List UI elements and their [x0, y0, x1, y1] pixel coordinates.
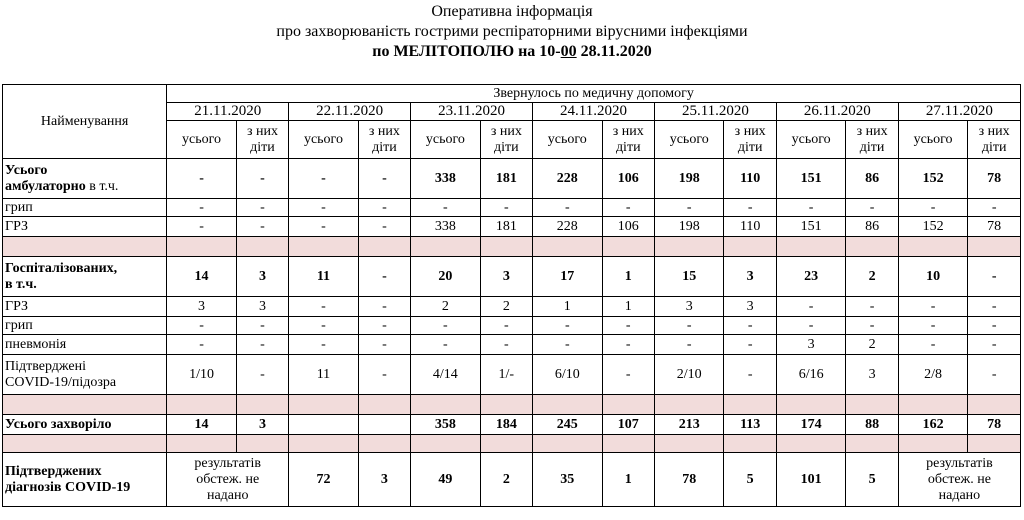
subheader-children-line1: з них — [856, 123, 888, 139]
value-cell: - — [724, 317, 776, 335]
separator-cell — [167, 237, 237, 257]
value-cell: 2/10 — [654, 355, 724, 395]
value-cell: 20 — [411, 257, 481, 297]
value-cell: - — [480, 199, 532, 217]
separator-cell — [533, 395, 603, 415]
subheader-children — [846, 121, 898, 159]
value-cell: - — [898, 335, 968, 355]
separator-cell — [776, 395, 846, 415]
value-cell: - — [654, 199, 724, 217]
row-label-grz: ГРЗ — [3, 297, 167, 317]
value-cell: 5 — [846, 453, 898, 507]
value-cell: 106 — [602, 217, 654, 237]
report-title-line1: Оперативна інформація — [431, 3, 593, 20]
value-cell: - — [167, 317, 237, 335]
value-cell: - — [167, 199, 237, 217]
separator-cell — [654, 435, 724, 453]
table-row-pneumonia — [3, 335, 1021, 355]
label-line1: Підтверджених — [5, 463, 102, 479]
separator-cell — [289, 237, 359, 257]
separator-cell — [3, 237, 167, 257]
subheader-total: усього — [776, 121, 846, 159]
value-cell: - — [602, 335, 654, 355]
label-line1: Усього — [5, 162, 48, 178]
value-cell: 1 — [533, 297, 603, 317]
date-header: 21.11.2020 — [167, 103, 289, 121]
value-cell: 86 — [846, 159, 898, 199]
separator-cell — [898, 395, 968, 415]
np-line2: обстеж. не — [196, 471, 260, 487]
value-cell: 152 — [898, 159, 968, 199]
value-cell: 88 — [846, 415, 898, 435]
value-cell: - — [533, 199, 603, 217]
value-cell: - — [968, 335, 1021, 355]
value-cell: 2 — [411, 297, 481, 317]
value-cell: 101 — [776, 453, 846, 507]
value-cell: - — [602, 355, 654, 395]
value-cell: 86 — [846, 217, 898, 237]
value-cell: - — [358, 159, 410, 199]
separator-cell — [602, 435, 654, 453]
separator-cell — [968, 435, 1021, 453]
separator-cell — [724, 435, 776, 453]
value-cell: - — [236, 159, 288, 199]
value-cell: 3 — [654, 297, 724, 317]
value-cell: - — [846, 199, 898, 217]
value-cell: - — [411, 335, 481, 355]
value-cell: - — [289, 335, 359, 355]
value-cell: - — [968, 257, 1021, 297]
value-cell: 78 — [968, 159, 1021, 199]
np-line2: обстеж. не — [927, 471, 991, 487]
separator-cell — [724, 395, 776, 415]
value-cell: 78 — [968, 415, 1021, 435]
separator-cell — [289, 395, 359, 415]
value-cell: 17 — [533, 257, 603, 297]
value-cell — [289, 415, 359, 435]
value-cell: 106 — [602, 159, 654, 199]
value-cell: 4/14 — [411, 355, 481, 395]
label-line2-rest: в т.ч. — [85, 178, 119, 194]
value-cell: - — [776, 317, 846, 335]
subheader-children — [602, 121, 654, 159]
separator-cell — [968, 237, 1021, 257]
date-header: 24.11.2020 — [533, 103, 655, 121]
separator-cell — [289, 435, 359, 453]
value-cell: 1 — [602, 297, 654, 317]
value-cell: 338 — [411, 159, 481, 199]
separator-cell — [480, 435, 532, 453]
value-cell: 3 — [358, 453, 410, 507]
subheader-children-line1: з них — [978, 123, 1010, 139]
morbidity-table — [2, 84, 1021, 507]
row-label-total-sick: Усього захворіло — [3, 415, 167, 435]
subheader-children — [724, 121, 776, 159]
value-cell: 49 — [411, 453, 481, 507]
value-cell: 6/10 — [533, 355, 603, 395]
value-cell: 3 — [776, 335, 846, 355]
value-cell: 162 — [898, 415, 968, 435]
value-cell: - — [289, 297, 359, 317]
date-header: 27.11.2020 — [898, 103, 1020, 121]
separator-cell — [776, 435, 846, 453]
name-column-header: Найменування — [3, 85, 167, 159]
value-cell: 113 — [724, 415, 776, 435]
row-label-flu: грип — [3, 317, 167, 335]
separator-cell — [898, 435, 968, 453]
subheader-children-line1: з них — [612, 123, 644, 139]
value-cell: 198 — [654, 217, 724, 237]
value-cell: - — [411, 199, 481, 217]
label-line2: COVID-19/підозра — [5, 374, 117, 390]
title-date: 28.11.2020 — [576, 43, 652, 60]
row-label-flu: грип — [3, 199, 167, 217]
value-cell: - — [533, 317, 603, 335]
separator-cell — [480, 237, 532, 257]
value-cell: - — [776, 199, 846, 217]
value-cell: - — [236, 355, 288, 395]
row-label-confirmed-covid — [3, 453, 167, 507]
value-cell: 110 — [724, 217, 776, 237]
label-line1: Госпіталізованих, — [5, 260, 118, 276]
subheader-children-line1: з них — [368, 123, 400, 139]
table-row-covid — [3, 355, 1021, 395]
value-cell: 181 — [480, 217, 532, 237]
value-cell: 3 — [846, 355, 898, 395]
subheader-total: усього — [167, 121, 237, 159]
separator-cell — [480, 395, 532, 415]
value-cell: 2 — [846, 335, 898, 355]
separator-row — [3, 237, 1021, 257]
np-line1: результатів — [926, 455, 993, 471]
value-cell: 110 — [724, 159, 776, 199]
value-cell: - — [968, 199, 1021, 217]
report-title-line3 — [0, 42, 1024, 62]
separator-cell — [968, 395, 1021, 415]
value-cell: 14 — [167, 415, 237, 435]
value-cell: 15 — [654, 257, 724, 297]
separator-cell — [358, 435, 410, 453]
value-cell: 338 — [411, 217, 481, 237]
row-label-hospitalized — [3, 257, 167, 297]
value-cell: 3 — [236, 297, 288, 317]
value-cell: 213 — [654, 415, 724, 435]
label-line2: амбулаторно — [5, 178, 86, 194]
value-cell: 184 — [480, 415, 532, 435]
value-cell: 3 — [167, 297, 237, 317]
label-line2: діагнозів COVID-19 — [5, 479, 131, 495]
value-cell: - — [358, 199, 410, 217]
value-cell: 78 — [968, 217, 1021, 237]
value-cell: - — [358, 335, 410, 355]
date-header: 26.11.2020 — [776, 103, 898, 121]
value-cell: - — [724, 355, 776, 395]
separator-cell — [654, 395, 724, 415]
value-cell: - — [776, 297, 846, 317]
value-cell: 228 — [533, 217, 603, 237]
value-cell: - — [358, 355, 410, 395]
subheader-children-line2: діти — [859, 139, 885, 155]
separator-cell — [236, 237, 288, 257]
separator-cell — [846, 435, 898, 453]
value-cell: 3 — [236, 257, 288, 297]
group-header: Звернулось по медичну допомогу — [167, 85, 1021, 103]
value-cell: - — [358, 257, 410, 297]
value-cell: - — [167, 217, 237, 237]
value-cell: - — [358, 297, 410, 317]
value-cell: - — [289, 159, 359, 199]
subheader-total: усього — [533, 121, 603, 159]
row-label-covid — [3, 355, 167, 395]
value-cell: 174 — [776, 415, 846, 435]
value-cell: - — [968, 297, 1021, 317]
value-cell: - — [289, 317, 359, 335]
table-row-flu — [3, 199, 1021, 217]
separator-cell — [236, 395, 288, 415]
value-cell: 35 — [533, 453, 603, 507]
separator-cell — [411, 435, 481, 453]
value-cell: - — [480, 335, 532, 355]
table-row-confirmed-covid — [3, 453, 1021, 507]
value-cell: 2 — [480, 297, 532, 317]
table-row-grz — [3, 297, 1021, 317]
value-cell: - — [236, 335, 288, 355]
value-cell: 228 — [533, 159, 603, 199]
separator-cell — [358, 395, 410, 415]
not-provided-cell — [898, 453, 1020, 507]
value-cell: 72 — [289, 453, 359, 507]
value-cell: 3 — [724, 297, 776, 317]
value-cell: - — [968, 355, 1021, 395]
value-cell: - — [846, 297, 898, 317]
date-header: 23.11.2020 — [411, 103, 533, 121]
np-line3: надано — [938, 487, 981, 503]
value-cell: - — [724, 199, 776, 217]
value-cell: - — [602, 199, 654, 217]
value-cell: - — [167, 335, 237, 355]
separator-cell — [654, 237, 724, 257]
value-cell: - — [898, 199, 968, 217]
table-row-grz — [3, 217, 1021, 237]
separator-cell — [236, 435, 288, 453]
subheader-children-line2: діти — [615, 139, 641, 155]
value-cell: - — [898, 297, 968, 317]
separator-cell — [3, 435, 167, 453]
value-cell: 1 — [602, 453, 654, 507]
value-cell: 3 — [480, 257, 532, 297]
value-cell: - — [480, 317, 532, 335]
separator-cell — [846, 237, 898, 257]
subheader-children-line1: з них — [246, 123, 278, 139]
value-cell: 1/10 — [167, 355, 237, 395]
title-underlined-time: 00 — [560, 43, 577, 60]
subheader-children-line2: діти — [372, 139, 397, 155]
subheader-children — [236, 121, 288, 159]
value-cell: 5 — [724, 453, 776, 507]
separator-cell — [776, 237, 846, 257]
subheader-children-line2: діти — [737, 139, 763, 155]
subheader-total: усього — [654, 121, 724, 159]
subheader-children-line2: діти — [250, 139, 275, 155]
not-provided-cell — [167, 453, 289, 507]
value-cell: 11 — [289, 257, 359, 297]
subheader-children — [480, 121, 532, 159]
table-row-total-sick — [3, 415, 1021, 435]
subheader-children-line2: діти — [494, 139, 519, 155]
value-cell: 151 — [776, 159, 846, 199]
value-cell: 78 — [654, 453, 724, 507]
subheader-total: усього — [289, 121, 359, 159]
value-cell: 2/8 — [898, 355, 968, 395]
subheader-total: усього — [898, 121, 968, 159]
separator-row — [3, 395, 1021, 415]
label-line2: в т.ч. — [5, 276, 37, 292]
row-label-grz: ГРЗ — [3, 217, 167, 237]
title-prefix: по МЕЛІТОПОЛЮ на 10- — [372, 43, 561, 60]
separator-cell — [898, 237, 968, 257]
value-cell: 152 — [898, 217, 968, 237]
value-cell: - — [968, 317, 1021, 335]
subheader-children-line2: діти — [981, 139, 1007, 155]
subheader-children-line1: з них — [490, 123, 522, 139]
value-cell: - — [533, 335, 603, 355]
value-cell: 10 — [898, 257, 968, 297]
value-cell: - — [654, 335, 724, 355]
value-cell: 151 — [776, 217, 846, 237]
date-header: 22.11.2020 — [289, 103, 411, 121]
table-row-flu — [3, 317, 1021, 335]
np-line3: надано — [206, 487, 249, 503]
value-cell: - — [289, 199, 359, 217]
value-cell: - — [724, 335, 776, 355]
value-cell: - — [289, 217, 359, 237]
row-label-ambulatory — [3, 159, 167, 199]
label-line1: Підтверджені — [5, 358, 87, 374]
value-cell: - — [236, 317, 288, 335]
date-header: 25.11.2020 — [654, 103, 776, 121]
separator-cell — [411, 237, 481, 257]
value-cell: 245 — [533, 415, 603, 435]
subheader-children — [968, 121, 1021, 159]
value-cell: 3 — [724, 257, 776, 297]
report-title-line2: про захворюваність гострими респіраторними вірусними інфекціями — [276, 23, 748, 40]
separator-cell — [602, 395, 654, 415]
subheader-children-line1: з них — [734, 123, 766, 139]
np-line1: результатів — [194, 455, 262, 471]
value-cell: - — [898, 317, 968, 335]
value-cell: - — [654, 317, 724, 335]
separator-cell — [846, 395, 898, 415]
value-cell: - — [167, 159, 237, 199]
value-cell: 1 — [602, 257, 654, 297]
value-cell: - — [602, 317, 654, 335]
row-label-pneumonia: пневмонія — [3, 335, 167, 355]
separator-cell — [602, 237, 654, 257]
subheader-children — [358, 121, 410, 159]
value-cell: 181 — [480, 159, 532, 199]
value-cell: 2 — [846, 257, 898, 297]
value-cell: 3 — [236, 415, 288, 435]
separator-cell — [167, 435, 237, 453]
value-cell: 1/- — [480, 355, 532, 395]
value-cell: 6/16 — [776, 355, 846, 395]
separator-cell — [724, 237, 776, 257]
separator-cell — [533, 237, 603, 257]
value-cell: 14 — [167, 257, 237, 297]
value-cell: - — [236, 217, 288, 237]
separator-cell — [411, 395, 481, 415]
value-cell: - — [411, 317, 481, 335]
value-cell: 358 — [411, 415, 481, 435]
value-cell: 107 — [602, 415, 654, 435]
value-cell: - — [358, 317, 410, 335]
value-cell: 2 — [480, 453, 532, 507]
separator-cell — [533, 435, 603, 453]
value-cell: - — [358, 217, 410, 237]
value-cell: 198 — [654, 159, 724, 199]
subheader-total: усього — [411, 121, 481, 159]
report-header — [0, 2, 1024, 62]
separator-cell — [167, 395, 237, 415]
separator-row — [3, 435, 1021, 453]
separator-cell — [358, 237, 410, 257]
value-cell: 11 — [289, 355, 359, 395]
value-cell — [358, 415, 410, 435]
table-row-hospitalized — [3, 257, 1021, 297]
value-cell: - — [236, 199, 288, 217]
table-row-ambulatory — [3, 159, 1021, 199]
separator-cell — [3, 395, 167, 415]
value-cell: 23 — [776, 257, 846, 297]
value-cell: - — [846, 317, 898, 335]
